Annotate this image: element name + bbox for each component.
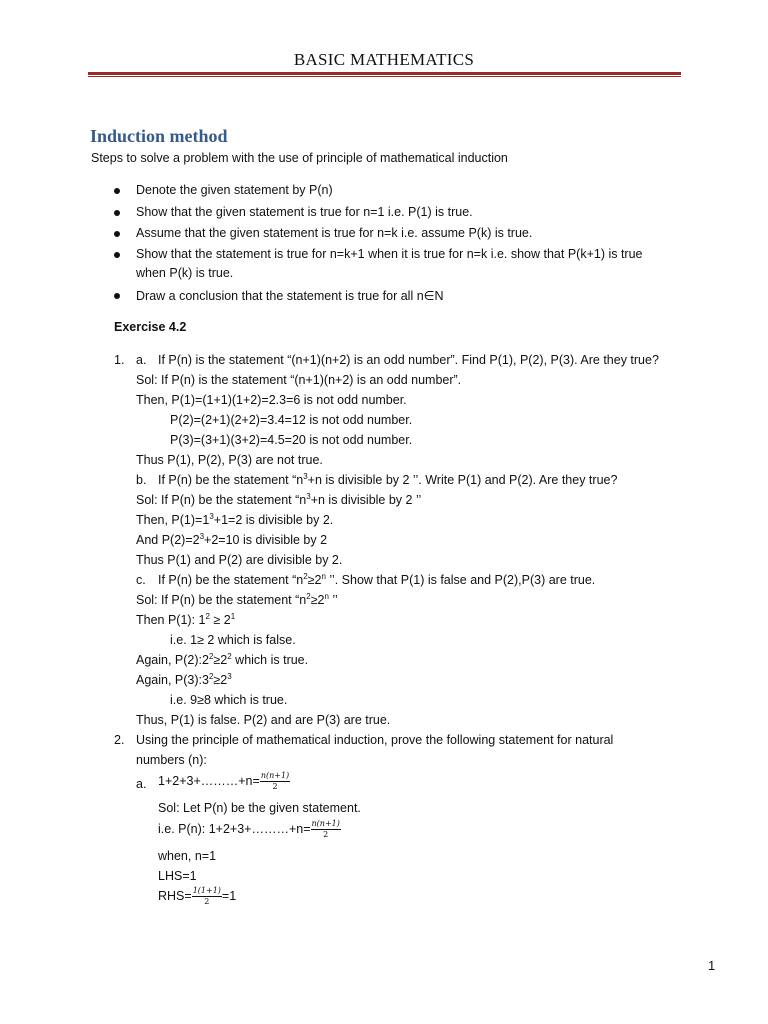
part-label: a. <box>136 777 147 791</box>
solution-line: Sol: If P(n) is the statement “(n+1)(n+2) is an odd number”. <box>136 373 462 387</box>
page-number: 1 <box>708 958 716 973</box>
formula-line: i.e. P(n): 1+2+3+………+n= $\frac{n(n+1)}{2}$ <box>158 819 340 839</box>
bullet-icon <box>114 188 120 194</box>
header-divider-thin <box>88 76 681 77</box>
exercise-heading: Exercise 4.2 <box>114 320 187 334</box>
solution-line: when, n=1 <box>158 849 217 863</box>
solution-line: Thus P(1), P(2), P(3) are not true. <box>136 453 323 467</box>
solution-line: P(3)=(3+1)(3+2)=4.5=20 is not odd number. <box>170 433 413 447</box>
fraction: $\frac{n(n+1)}{2}$ <box>260 771 290 791</box>
solution-line: Sol: If P(n) be the statement “$n^2\ge 2^n$ ’’ <box>136 592 338 607</box>
list-item: Draw a conclusion that the statement is true for all n∈N <box>136 289 444 303</box>
header-divider-thick <box>88 72 681 75</box>
solution-line: Then, P(1)=(1+1)(1+2)=2.3=6 is not odd number. <box>136 393 407 407</box>
list-item: Show that the statement is true for n=k+1 when it is true for n=k i.e. show that P(k+1) is true <box>136 247 643 261</box>
part-label: c. <box>136 573 146 587</box>
question-number: 1. <box>114 353 125 367</box>
fraction: $\frac{n(n+1)}{2}$ <box>311 819 340 839</box>
solution-line: Sol: Let P(n) be the given statement. <box>158 801 361 815</box>
formula-line: RHS= $\frac{1(1+1)}{2}$ =1 <box>158 886 237 906</box>
bullet-icon <box>114 210 120 216</box>
solution-line: LHS=1 <box>158 869 197 883</box>
solution-line: Again, $P(2):2^2\ge 2^2$ which is true. <box>136 652 309 667</box>
question-text: If P(n) be the statement “$n^3+n$ is divisible by 2 ’’. Write P(1) and P(2). Are they true? <box>158 472 618 487</box>
bullet-icon <box>114 252 120 258</box>
solution-line: Thus P(1) and P(2) are divisible by 2. <box>136 553 343 567</box>
fraction: $\frac{1(1+1)}{2}$ <box>192 886 221 906</box>
solution-line: i.e. 9≥8 which is true. <box>170 693 288 707</box>
formula-line: 1+2+3+………+n= $\frac{n(n+1)}{2}$ <box>158 771 290 791</box>
part-label: b. <box>136 473 147 487</box>
question-text: numbers (n): <box>136 753 207 767</box>
solution-line: P(2)=(2+1)(2+2)=3.4=12 is not odd number. <box>170 413 413 427</box>
part-label: a. <box>136 353 147 367</box>
page-header-title: BASIC MATHEMATICS <box>293 50 475 69</box>
list-item: Denote the given statement by P(n) <box>136 183 333 197</box>
solution-line: Thus, P(1) is false. P(2) and are P(3) are true. <box>136 713 391 727</box>
solution-line: Then P(1): $1^2 \ge 2^1$ <box>136 612 236 627</box>
section-heading: Induction method <box>90 126 228 146</box>
solution-line: Then, $P(1)=1^3+1=2$ is divisible by 2. <box>136 512 334 527</box>
solution-line: i.e. 1≥ 2 which is false. <box>170 633 296 647</box>
list-item: Show that the given statement is true for n=1 i.e. P(1) is true. <box>136 205 473 219</box>
list-item-continuation: when P(k) is true. <box>136 266 234 280</box>
question-text: Using the principle of mathematical induction, prove the following statement for natural <box>136 733 614 747</box>
solution-line: Sol: If P(n) be the statement “$n^3+n$ is divisible by 2 ’’ <box>136 492 422 507</box>
question-text: If P(n) be the statement “$n^2\ge 2^n$ ’’. Show that P(1) is false and P(2),P(3) are true. <box>158 572 596 587</box>
list-item: Assume that the given statement is true for n=k i.e. assume P(k) is true. <box>136 226 533 240</box>
question-number: 2. <box>114 733 125 747</box>
bullet-icon <box>114 293 120 299</box>
solution-line: And $P(2)=2^3+2=10$ is divisible by 2 <box>136 532 328 547</box>
solution-line: Again, $P(3):3^2\ge 2^3$ <box>136 672 232 687</box>
section-intro: Steps to solve a problem with the use of principle of mathematical induction <box>91 151 508 165</box>
question-text: If P(n) is the statement “(n+1)(n+2) is an odd number”. Find P(1), P(2), P(3). Are they true? <box>158 353 659 367</box>
bullet-icon <box>114 231 120 237</box>
